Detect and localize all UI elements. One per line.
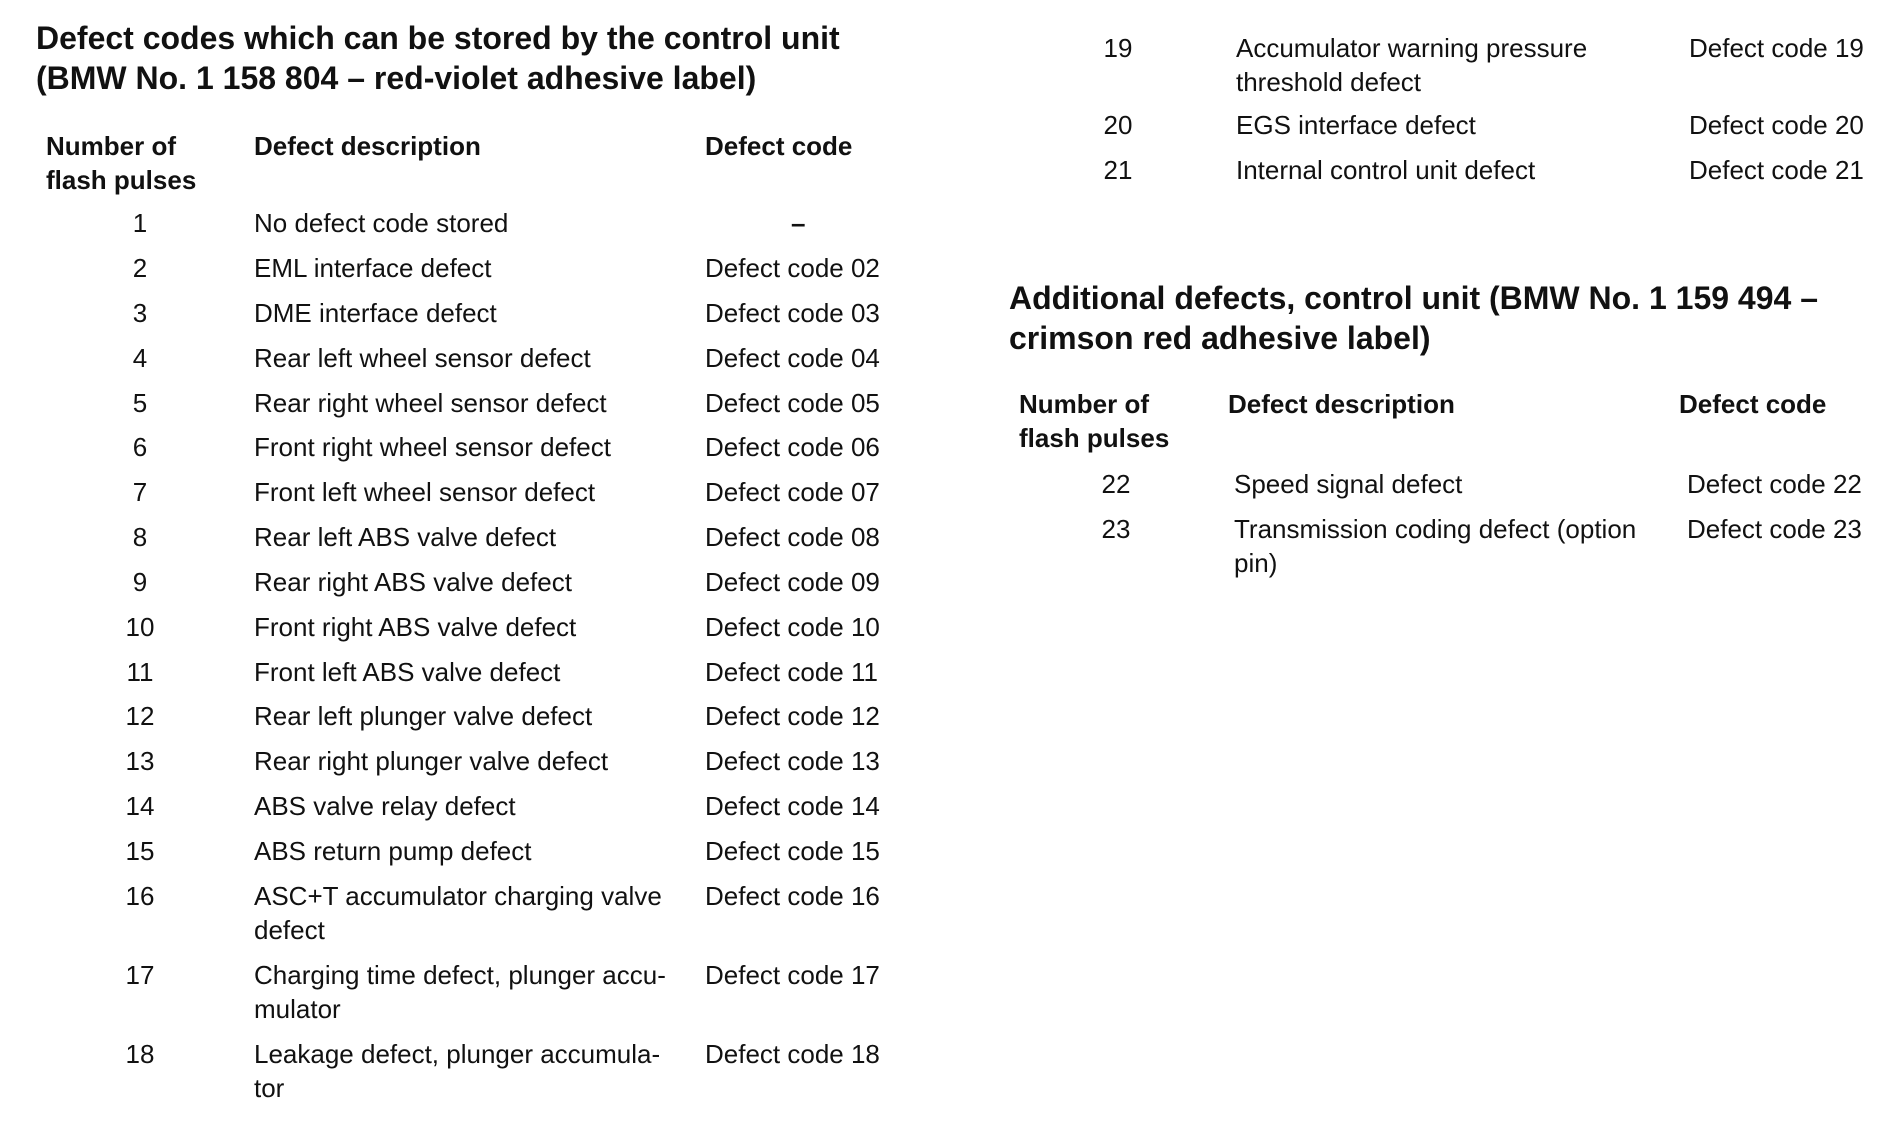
- description-line: ASC+T accumulator charging valve: [254, 881, 662, 911]
- defect-code: Defect code 09: [705, 567, 880, 597]
- defect-code: –: [791, 208, 806, 238]
- header-number-line-1: Number of: [1019, 389, 1149, 419]
- description-line: Rear right ABS valve defect: [254, 567, 572, 597]
- flash-pulse-count: 10: [125, 612, 155, 642]
- flash-pulse-count: 23: [1101, 514, 1131, 544]
- left-title-line-1: Defect codes which can be stored by the control unit: [36, 20, 840, 56]
- description-line: Rear right plunger valve defect: [254, 746, 609, 776]
- description-line: tor: [254, 1073, 285, 1103]
- flash-pulse-count: 3: [132, 298, 148, 328]
- header-code-text: Defect code: [1679, 389, 1827, 419]
- description-line: Front left wheel sensor defect: [254, 477, 596, 507]
- flash-pulse-count: 6: [132, 432, 148, 462]
- description-line: pin): [1234, 548, 1278, 578]
- defect-code: Defect code 06: [705, 432, 880, 462]
- description-line: Front right wheel sensor defect: [254, 432, 611, 462]
- header-description-text: Defect description: [1228, 389, 1455, 419]
- description-line: EML interface defect: [254, 253, 492, 283]
- description-line: Rear left plunger valve defect: [254, 701, 593, 731]
- flash-pulse-count: 4: [132, 343, 148, 373]
- description-line: defect: [254, 915, 325, 945]
- right-title-line-2: crimson red adhesive label): [1009, 320, 1431, 356]
- flash-pulse-count: 11: [126, 657, 154, 687]
- flash-pulse-count: 18: [125, 1039, 155, 1069]
- defect-code: Defect code 08: [705, 522, 880, 552]
- description-line: threshold defect: [1236, 67, 1422, 97]
- description-line: Leakage defect, plunger accumula-: [254, 1039, 661, 1069]
- flash-pulse-count: 14: [125, 791, 155, 821]
- description-line: mulator: [254, 994, 341, 1024]
- flash-pulse-count: 2: [132, 253, 148, 283]
- description-line: Charging time defect, plunger accu-: [254, 960, 666, 990]
- defect-code: Defect code 15: [705, 836, 880, 866]
- description-line: Rear left ABS valve defect: [254, 522, 557, 552]
- description-line: Accumulator warning pressure: [1236, 33, 1588, 63]
- header-number-line-2: flash pulses: [46, 165, 197, 195]
- defect-code: Defect code 16: [705, 881, 880, 911]
- defect-code: Defect code 14: [705, 791, 880, 821]
- defect-code: Defect code 11: [705, 657, 878, 687]
- defect-code: Defect code 21: [1689, 155, 1864, 185]
- defect-code: Defect code 12: [705, 701, 880, 731]
- defect-code: Defect code 07: [705, 477, 880, 507]
- description-line: ABS valve relay defect: [254, 791, 516, 821]
- header-number-line-1: Number of: [46, 131, 176, 161]
- flash-pulse-count: 5: [132, 388, 148, 418]
- description-line: Transmission coding defect (option: [1234, 514, 1637, 544]
- header-description-text: Defect description: [254, 131, 481, 161]
- defect-code: Defect code 22: [1687, 469, 1862, 499]
- flash-pulse-count: 12: [125, 701, 155, 731]
- description-line: No defect code stored: [254, 208, 509, 238]
- header-code-text: Defect code: [705, 131, 853, 161]
- flash-pulse-count: 21: [1103, 155, 1133, 185]
- flash-pulse-count: 7: [132, 477, 148, 507]
- flash-pulse-count: 1: [132, 208, 148, 238]
- description-line: Rear right wheel sensor defect: [254, 388, 607, 418]
- flash-pulse-count: 20: [1103, 110, 1133, 140]
- defect-code: Defect code 13: [705, 746, 880, 776]
- defect-code: Defect code 18: [705, 1039, 880, 1069]
- defect-code: Defect code 20: [1689, 110, 1864, 140]
- flash-pulse-count: 9: [132, 567, 148, 597]
- defect-description: [1234, 467, 1462, 501]
- defect-description: [1234, 512, 1636, 580]
- defect-code: Defect code 05: [705, 388, 880, 418]
- flash-pulse-count: 22: [1101, 469, 1131, 499]
- flash-pulse-count: 8: [132, 522, 148, 552]
- defect-code: Defect code 23: [1687, 514, 1862, 544]
- flash-pulse-count: 15: [125, 836, 155, 866]
- description-line: ABS return pump defect: [254, 836, 532, 866]
- flash-pulse-count: 13: [125, 746, 155, 776]
- description-line: Speed signal defect: [1234, 469, 1463, 499]
- header-number-line-2: flash pulses: [1019, 423, 1170, 453]
- defect-code: Defect code 04: [705, 343, 880, 373]
- description-line: Front right ABS valve defect: [254, 612, 577, 642]
- defect-code: Defect code 17: [705, 960, 880, 990]
- flash-pulse-count: 16: [125, 881, 155, 911]
- description-line: Front left ABS valve defect: [254, 657, 561, 687]
- right-title-line-1: Additional defects, control unit (BMW No. 1 159 494 –: [1009, 280, 1818, 316]
- flash-pulse-count: 17: [125, 960, 155, 990]
- description-line: DME interface defect: [254, 298, 497, 328]
- defect-code: Defect code 19: [1689, 33, 1864, 63]
- defect-code: Defect code 10: [705, 612, 880, 642]
- left-title-line-2: (BMW No. 1 158 804 – red-violet adhesive label): [36, 60, 757, 96]
- description-line: Internal control unit defect: [1236, 155, 1536, 185]
- defect-code: Defect code 03: [705, 298, 880, 328]
- defect-code: Defect code 02: [705, 253, 880, 283]
- description-line: EGS interface defect: [1236, 110, 1476, 140]
- description-line: Rear left wheel sensor defect: [254, 343, 591, 373]
- flash-pulse-count: 19: [1103, 33, 1133, 63]
